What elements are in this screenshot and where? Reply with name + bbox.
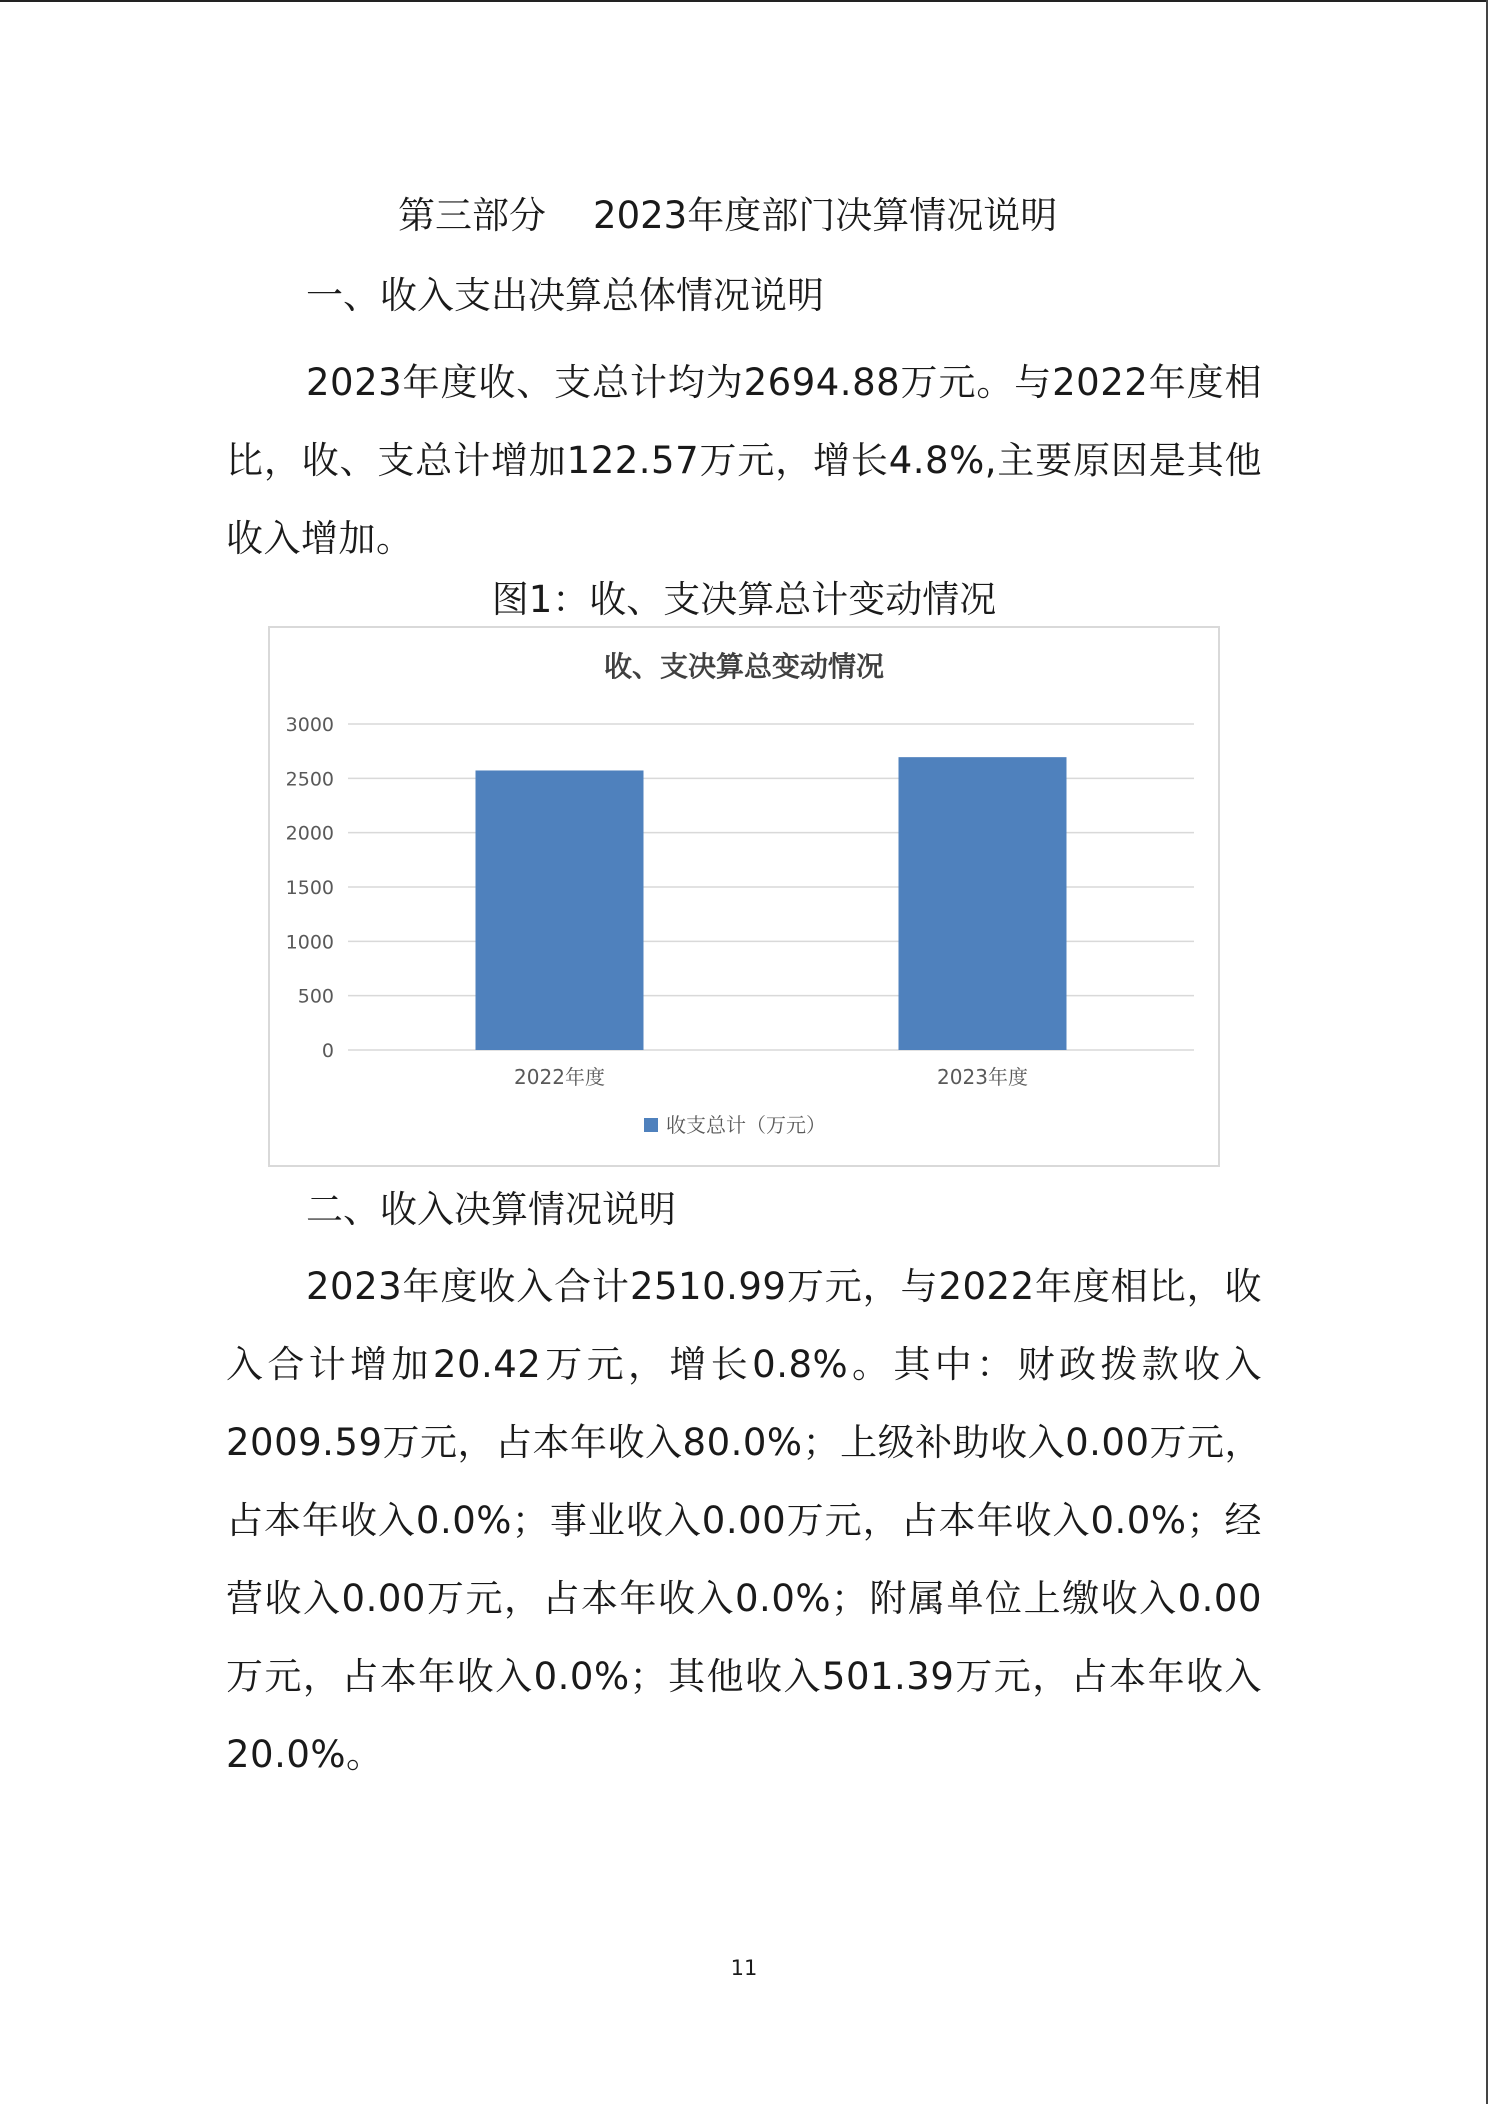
section1-heading: 一、收入支出决算总体情况说明 <box>306 274 824 317</box>
bar <box>476 770 644 1050</box>
page-title: 第三部分 2023年度部门决算情况说明 <box>398 194 1058 237</box>
figure-caption: 图1：收、支决算总计变动情况 <box>491 578 997 621</box>
legend-label: 收支总计（万元） <box>666 1113 826 1137</box>
chart-legend <box>644 1113 826 1137</box>
chart-title: 收、支决算总变动情况 <box>603 650 885 683</box>
page-number: 11 <box>730 1956 758 1980</box>
y-tick-label: 1500 <box>285 877 334 899</box>
section2-heading: 二、收入决算情况说明 <box>306 1188 676 1231</box>
y-tick-label: 1000 <box>285 931 334 954</box>
chart-bars <box>476 757 1067 1050</box>
y-tick-label: 3000 <box>285 714 334 736</box>
y-tick-label: 2500 <box>285 768 334 791</box>
bar-chart <box>270 628 1218 1165</box>
y-tick-label: 500 <box>297 985 334 1008</box>
section1-paragraph: 2023年度收、支总计均为2694.88万元。与2022年度相比，收、支总计增加122.57万元，增长4.8%,主要原因是其他收入增加。 <box>226 361 1262 560</box>
x-tick-label: 2023年度 <box>937 1065 1028 1089</box>
chart-gridlines <box>348 724 1194 1050</box>
y-tick-label: 2000 <box>285 822 334 845</box>
top-border-line <box>0 0 1488 2</box>
y-axis-ticks <box>286 714 334 1062</box>
section2-paragraph: 2023年度收入合计2510.99万元，与2022年度相比，收入合计增加20.42万元，增长0.8%。其中：财政拨款收入2009.59万元，占本年收入80.0%；上级补助收入0.00万元，占本年收入0.0%；事业收入0.00万元，占本年收入0.0%；经营收入0.00万元，占本年收入0.0%；附属单位上缴收入0.00万元，占本年收入0.0%；其他收入501.39万元，占本年收入20.0%。 <box>226 1265 1262 1776</box>
bar <box>899 757 1067 1050</box>
legend-swatch <box>644 1118 658 1132</box>
chart-container <box>268 626 1220 1167</box>
x-tick-label: 2022年度 <box>514 1065 605 1089</box>
x-axis-ticks <box>514 1065 1028 1089</box>
y-tick-label: 0 <box>321 1040 334 1062</box>
